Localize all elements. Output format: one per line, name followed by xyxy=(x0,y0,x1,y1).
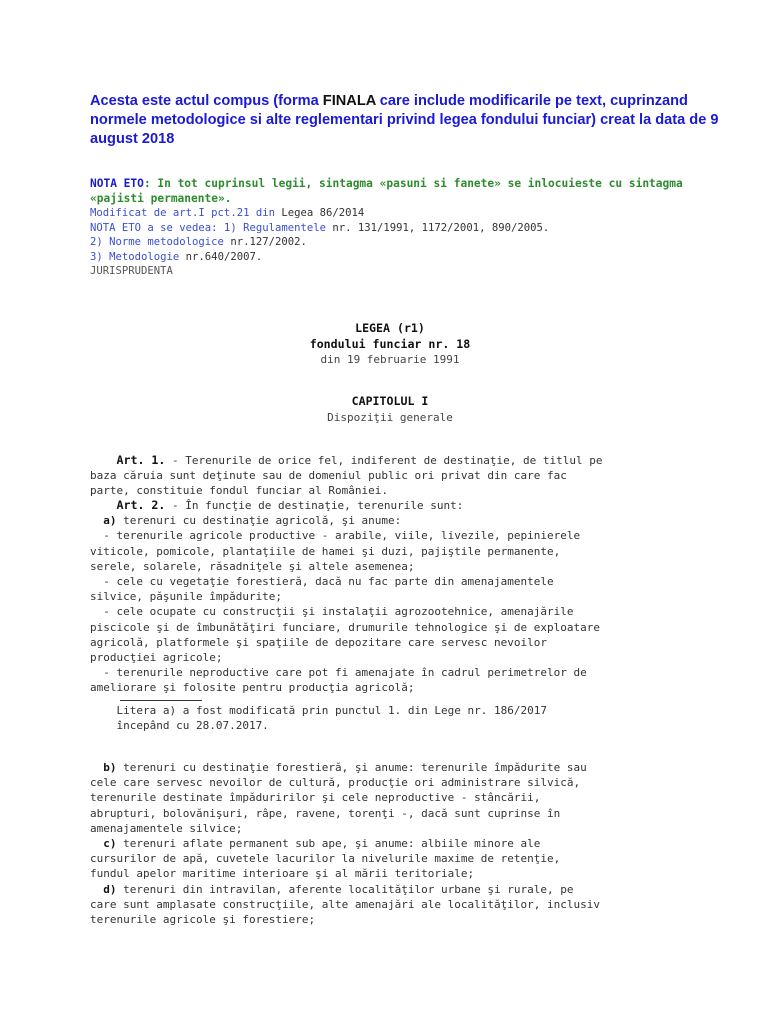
article-2-a xyxy=(90,498,710,696)
art2-c-text: terenuri aflate permanent sub ape, şi anume: albiile minore ale cursurilor de apă, cuvetele lacurilor la nivelurile maxime de retenţie, fundul apelor maritime interioare şi al mării teritoriale; xyxy=(90,837,561,881)
article-1 xyxy=(90,453,710,499)
modificat-line xyxy=(90,206,730,221)
nota-eto xyxy=(90,176,730,206)
norme-rest: nr.127/2002. xyxy=(223,236,307,248)
modificat-link[interactable]: Modificat de art.I pct.21 din xyxy=(90,207,275,219)
norme-line xyxy=(90,235,730,250)
art2-b-text: terenuri cu destinaţie forestieră, şi anume: terenurile împădurite sau cele care servesc nevoilor de cultură, producţie ori administrare silvică, terenurile destinate împăduririlor şi cele neproductive - stâncării, abrupturi, bolovănişuri, râpe, ravene, torenţi -, dacă sunt cuprinse în amenajamentele silvice; xyxy=(90,761,587,835)
footnote-divider xyxy=(120,700,202,701)
law-date: din 19 februarie 1991 xyxy=(320,353,460,366)
metodologie-link[interactable]: 3) Metodologie xyxy=(90,250,180,263)
metodologie-rest: nr.640/2007. xyxy=(179,250,263,263)
chapter-title: CAPITOLUL I xyxy=(351,394,429,408)
chapter-heading xyxy=(90,393,690,426)
see-line xyxy=(90,221,730,236)
art2-b-label: b) xyxy=(103,761,117,774)
art2-a-label: a) xyxy=(103,514,117,528)
law-title xyxy=(90,320,690,368)
modificat-rest: Legea 86/2014 xyxy=(274,207,365,219)
intro-banner xyxy=(90,92,730,149)
regulamente-link[interactable]: NOTA ETO a se vedea: 1) Regulamentele xyxy=(90,221,326,234)
art2-d-text: terenuri din intravilan, aferente localităţilor urbane şi rurale, pe care sunt amplasate construcţiile, alte amenajări ale localităţilor, inclusiv terenurile agricole şi forestiere; xyxy=(90,882,600,927)
art2-label: Art. 2. xyxy=(116,498,166,512)
intro-text-part1: Acesta este actul compus (forma xyxy=(90,93,323,109)
art1-text: - Terenurile de orice fel, indiferent de destinaţie, de titlul pe baza căruia sunt deţinute sau de domeniul public ori privat din care fac parte, constituie fondul funciar al României. xyxy=(90,454,603,498)
art2-intro: - În funcţie de destinaţie, terenurile sunt: xyxy=(165,499,464,512)
jurisprudenta-link[interactable]: JURISPRUDENTA xyxy=(90,265,173,277)
nota-eto-link[interactable]: NOTA ETO xyxy=(90,177,144,190)
editor-notes xyxy=(90,176,730,279)
nota-eto-text: : In tot cuprinsul legii, sintagma «pasuni si fanete» se inlocuieste cu sintagma «pajisti permanente». xyxy=(90,177,683,205)
regulamente-rest: nr. 131/1991, 1172/2001, 890/2005. xyxy=(326,221,550,234)
intro-text-part2: care include modificarile pe text, cuprinzand normele metodologice si alte reglementari privind legea fondului funciar) creat la data de 9 august 2018 xyxy=(90,93,719,147)
art2-d-label: d) xyxy=(103,882,117,896)
art1-label: Art. 1. xyxy=(116,453,166,467)
article-2-bcd xyxy=(90,760,710,927)
law-title-line2: fondului funciar nr. 18 xyxy=(309,337,471,351)
norme-link[interactable]: 2) Norme metodologice xyxy=(90,236,224,248)
metodologie-line xyxy=(90,250,730,265)
footnote: Litera a) a fost modificată prin punctul 1. din Lege nr. 186/2017 începând cu 28.07.2017. xyxy=(116,704,547,733)
chapter-subtitle: Dispoziţii generale xyxy=(327,411,453,424)
art2-c-label: c) xyxy=(103,837,117,851)
law-title-line1: LEGEA (r1) xyxy=(355,321,425,335)
art2-a-text: terenuri cu destinaţie agricolă, şi anume: - terenurile agricole productive - arabile, viile, livezile, pepinierele viticole, pomicole, plantaţiile de hamei şi duzi, pajiştile permanente, serele, solarele, răsadniţele şi altele asemenea; - cele cu vegetaţie forestieră, dacă nu fac parte din amenajamentele silvice, păşunile împădurite; - cele ocupate cu construcţii şi instalaţii agrozootehnice, amenajările piscicole şi de îmbunătăţiri funciare, drumurile tehnologice şi de exploatare agricolă, platformele şi spaţiile de depozitare care servesc nevoilor producţiei agricole; - terenurile neproductive care pot fi amenajate în cadrul perimetrelor de ameliorare şi folosite pentru producţia agricolă; xyxy=(90,514,600,695)
intro-emphasis: FINALA xyxy=(322,93,376,109)
